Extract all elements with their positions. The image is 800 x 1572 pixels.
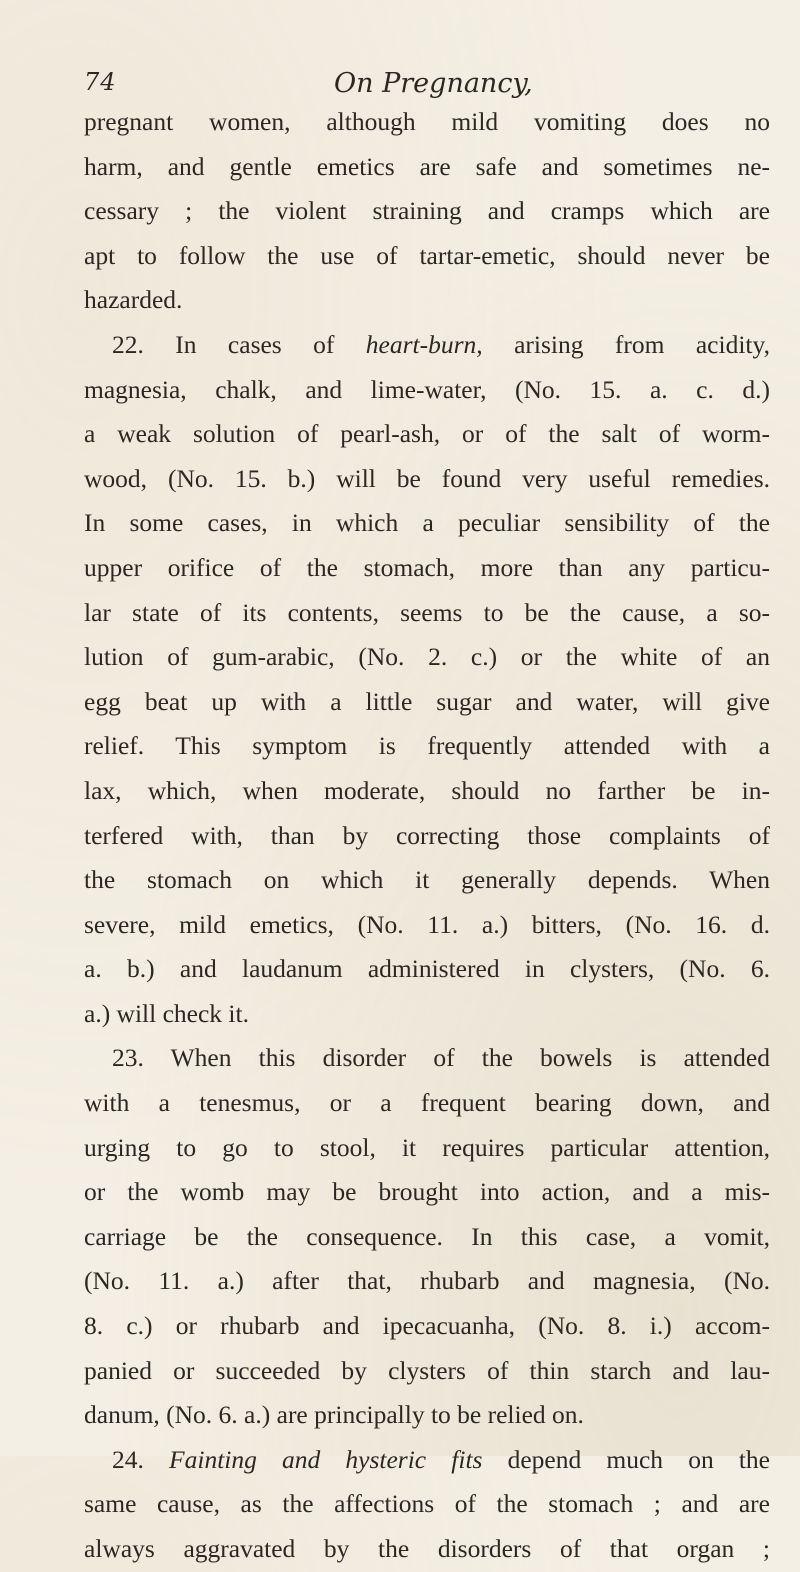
paragraph-lead: 22. In cases of bbox=[112, 329, 366, 359]
text-line: urging to go to stool, it requires particular attention, bbox=[84, 1132, 770, 1162]
text-line: panied or succeeded by clysters of thin starch and lau- bbox=[84, 1355, 770, 1385]
body-text bbox=[84, 100, 770, 1572]
text-line: lar state of its contents, seems to be the cause, a so- bbox=[84, 597, 770, 627]
text-line: egg beat up with a little sugar and water, will give bbox=[84, 686, 770, 716]
text-line: relief. This symptom is frequently attended with a bbox=[84, 731, 770, 761]
text-line: the stomach on which it generally depends. When bbox=[84, 865, 770, 895]
text-line-paragraph-22 bbox=[84, 323, 770, 368]
text-line: a. b.) and laudanum administered in clysters, (No. 6. bbox=[84, 954, 770, 984]
text-line: a weak solution of pearl-ash, or of the salt of worm- bbox=[84, 419, 770, 449]
text-line: In some cases, in which a peculiar sensibility of the bbox=[84, 508, 770, 538]
text-line: wood, (No. 15. b.) will be found very useful remedies. bbox=[84, 463, 770, 493]
text-line: severe, mild emetics, (No. 11. a.) bitters, (No. 16. d. bbox=[84, 909, 770, 939]
italic-term: heart-burn, bbox=[365, 329, 483, 359]
text-line: upper orifice of the stomach, more than any particu- bbox=[84, 552, 770, 582]
text-line: terfered with, than by correcting those complaints of bbox=[84, 820, 770, 850]
paragraph-rest: depend much on the bbox=[482, 1444, 771, 1474]
text-line: or the womb may be brought into action, and a mis- bbox=[84, 1177, 770, 1207]
text-line: harm, and gentle emetics are safe and sometimes ne- bbox=[84, 151, 770, 181]
text-line: magnesia, chalk, and lime-water, (No. 15. a. c. d.) bbox=[84, 374, 770, 404]
text-line: a.) will check it. bbox=[84, 998, 249, 1028]
text-line: always aggravated by the disorders of that organ ; bbox=[84, 1534, 770, 1563]
text-line: with a tenesmus, or a frequent bearing down, and bbox=[84, 1088, 770, 1118]
text-line: hazarded. bbox=[84, 285, 183, 315]
italic-term: Fainting and hysteric fits bbox=[169, 1444, 483, 1474]
text-line: cessary ; the violent straining and cramps which are bbox=[84, 196, 770, 226]
text-line: (No. 11. a.) after that, rhubarb and magnesia, (No. bbox=[84, 1266, 770, 1296]
text-line: same cause, as the affections of the stomach ; and are bbox=[84, 1489, 770, 1519]
text-line: carriage be the consequence. In this case, a vomit, bbox=[84, 1221, 770, 1251]
text-line: apt to follow the use of tartar-emetic, should never be bbox=[84, 240, 770, 270]
running-head: On Pregnancy, bbox=[334, 68, 533, 99]
paragraph-rest: arising from acidity, bbox=[482, 329, 770, 359]
paragraph-lead: 24. bbox=[112, 1444, 170, 1474]
text-line: lution of gum-arabic, (No. 2. c.) or the white of an bbox=[84, 642, 770, 672]
text-line: lax, which, when moderate, should no farther be in- bbox=[84, 775, 770, 805]
page-number: 74 bbox=[84, 68, 117, 96]
text-line: pregnant women, although mild vomiting does no bbox=[84, 107, 770, 136]
text-line: 8. c.) or rhubarb and ipecacuanha, (No. 8. i.) accom- bbox=[84, 1311, 770, 1341]
text-line-paragraph-24 bbox=[84, 1438, 770, 1483]
text-line: danum, (No. 6. a.) are principally to be relied on. bbox=[84, 1400, 584, 1430]
text-line-paragraph-23: 23. When this disorder of the bowels is attended bbox=[112, 1043, 770, 1073]
